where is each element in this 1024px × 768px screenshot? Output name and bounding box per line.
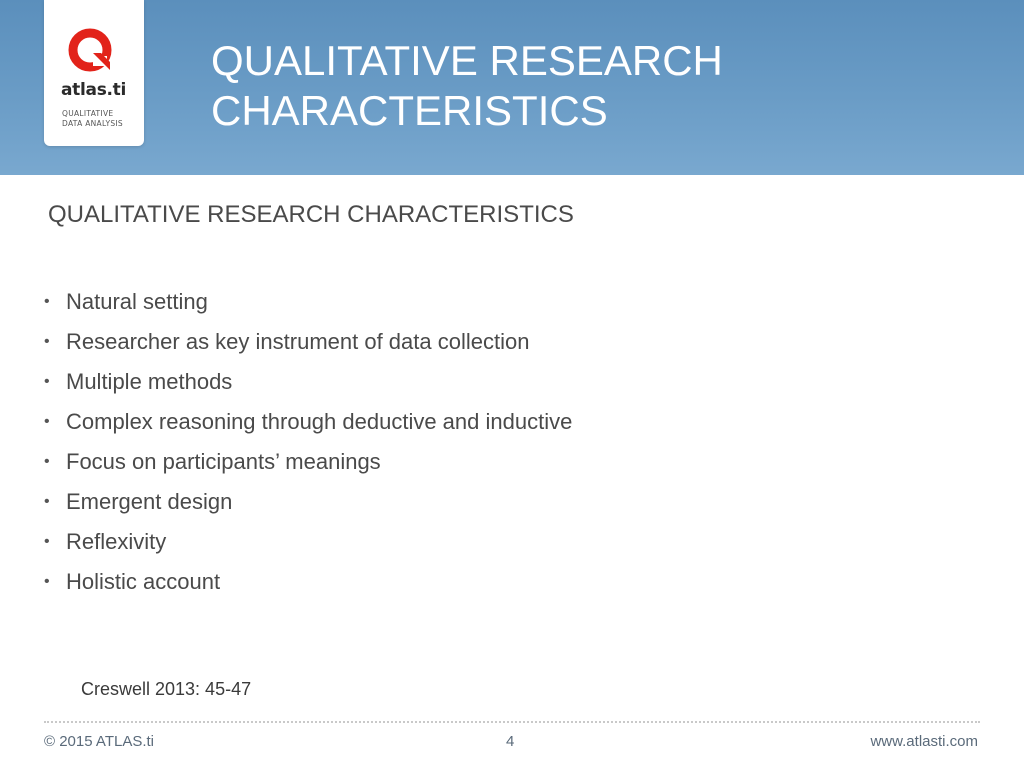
bullet-item: • Multiple methods [44, 362, 572, 402]
bullet-list [44, 282, 572, 602]
footer-copyright: © 2015 ATLAS.ti [44, 733, 155, 750]
logo-tagline-line1: QUALITATIVE [62, 109, 114, 118]
logo-tagline [62, 109, 123, 128]
bullet-item: • Researcher as key instrument of data collection [44, 322, 572, 362]
footer-divider [44, 721, 980, 723]
bullet-item: • Emergent design [44, 482, 572, 522]
slide-title-line1: QUALITATIVE RESEARCH [211, 37, 723, 84]
citation: Creswell 2013: 45-47 [81, 679, 252, 699]
slide-title [211, 36, 723, 136]
bullet-item: • Reflexivity [44, 522, 572, 562]
logo-card [44, 0, 144, 146]
logo-tagline-line2: DATA ANALYSIS [62, 118, 123, 128]
footer-website-link[interactable]: www.atlasti.com [870, 733, 978, 750]
page-number: 4 [506, 733, 515, 750]
logo-wordmark: atlas.ti [61, 80, 127, 100]
bullet-item: • Holistic account [44, 562, 572, 602]
atlas-ti-logo-icon [66, 26, 116, 76]
bullet-item: • Natural setting [44, 282, 572, 322]
bullet-item: • Focus on participants’ meanings [44, 442, 572, 482]
content-subtitle: QUALITATIVE RESEARCH CHARACTERISTICS [48, 201, 574, 228]
header-banner [0, 0, 1024, 175]
bullet-item: • Complex reasoning through deductive and inductive [44, 402, 572, 442]
slide-title-line2: CHARACTERISTICS [211, 87, 608, 134]
